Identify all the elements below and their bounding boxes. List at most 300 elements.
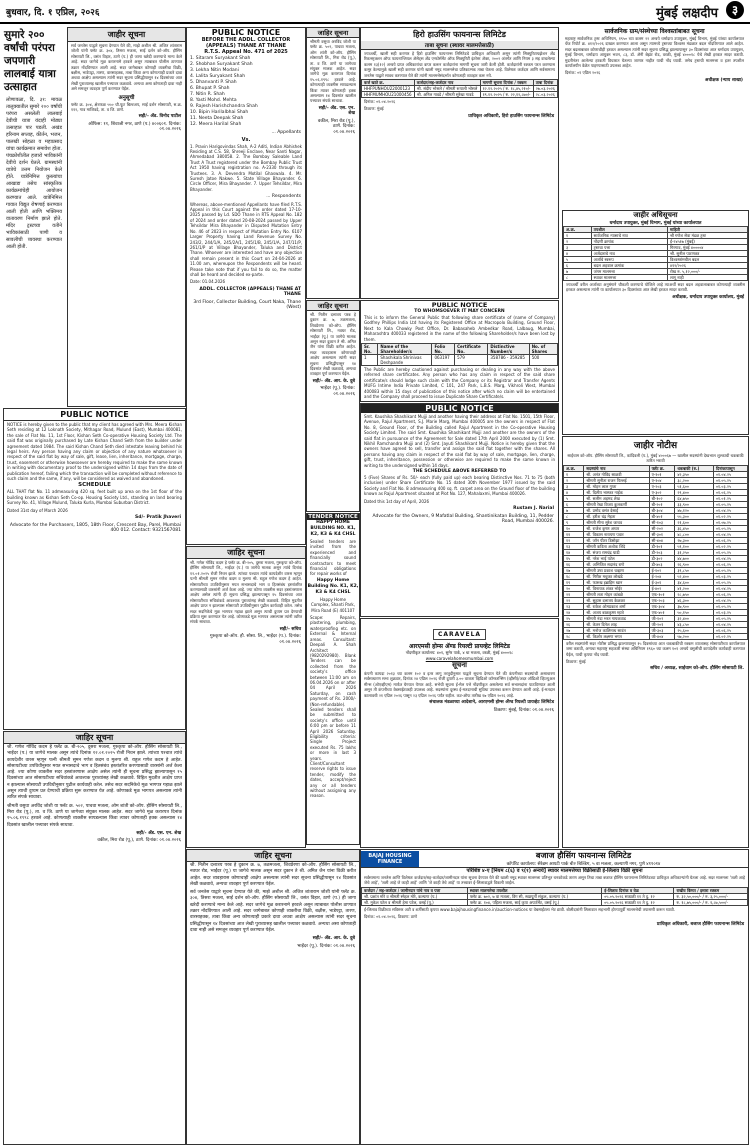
- table-row: [564, 543, 748, 549]
- notice-title: जाहिर सूचना: [187, 547, 305, 559]
- table-cell: श्री. नरेश भाई पटेल: [584, 555, 649, 561]
- table-cell: ०१.०५.२५: [713, 549, 747, 555]
- table-cell: ई-३०१: [649, 579, 675, 585]
- notice-subtitle: साईधाम को-ऑप. हौसिंग सोसायटी लि., कांदिवली (प.), मुंबई ४०००६७ — खालील सदस्यांनी देखभाल शुल्काची थकबाकी त्वरित भरावी: [567, 453, 744, 464]
- schedule-title: SCHEDULE: [78, 482, 111, 489]
- table-cell: HHFPUNHOU22000123: [362, 86, 415, 92]
- table-cell: ६: [564, 263, 592, 269]
- table-cell: एफ-१०१: [649, 591, 675, 597]
- column-header: थकबाकी (रु.): [675, 465, 714, 471]
- table-row: [564, 471, 748, 477]
- table-cell: श्री. मनोज काशिनाथ सावंत: [584, 627, 649, 633]
- table-cell: ४१२/२०२६: [668, 263, 748, 269]
- table-row: [362, 355, 558, 366]
- column-header: दिनांकापासून: [713, 465, 747, 471]
- table-cell: जी-१०२: [649, 615, 675, 621]
- notice-place: ठिकाण: मुंबई, दिनांक: ०१.०४.२०२६: [493, 707, 554, 713]
- appellant: 4. Lalita Suryakant Shah: [190, 74, 246, 79]
- table-row: [564, 549, 748, 555]
- table-cell: श्री. मुकेश पटेल व श्रीमती हेमा पटेल, वसई (पू.): [362, 899, 468, 905]
- table-cell: २७,३००: [675, 537, 714, 543]
- table-cell: २९,४००: [675, 489, 714, 495]
- table-cell: ३: [564, 245, 592, 251]
- table-cell: २८: [564, 633, 584, 639]
- table-row: [362, 86, 558, 92]
- table-cell: सी-३०१: [649, 531, 675, 537]
- notice-signer-role: गुरुकृपा को-ऑप. हौ. सोसा. लि., भाईंदर (प.). दिनांक: ०१.०४.२०२६: [209, 634, 301, 645]
- hero-housing-notice: [360, 27, 559, 299]
- column-header: ई-लिलाव दिनांक व वेळ: [602, 887, 674, 893]
- table-cell: २०: [564, 585, 584, 591]
- notice-signer-role: Advocate for the Owners, 9 Mafatlal Building, Shantinikatan Building, 11, Pedder Road, Mumbai 400026.: [372, 513, 554, 525]
- table-cell: एफ-२०३: [649, 597, 675, 603]
- company-website: www.caravelahomesmumbai.com: [425, 656, 494, 661]
- table-cell: श्री. मोहन लाल गुप्ता: [584, 483, 649, 489]
- table-cell: जी-२०१: [649, 621, 675, 627]
- auction-date: दिनांक: ०१.०४.२०२६, ठिकाण: ठाणे: [364, 914, 418, 920]
- table-cell: ०१.०४.२५: [713, 597, 747, 603]
- table-cell: श्री. सुनील पाटणकर: [668, 251, 748, 257]
- table-cell: श्री. अजय बाळकृष्ण म्हात्रे: [584, 609, 649, 615]
- table-cell: डी-३०२: [649, 555, 675, 561]
- table-cell: नोंदणी क्रमांक: [591, 239, 667, 245]
- notice-body: कंपनी कायदा २०१३ च्या कलम १०२ व इतर लागू तरतुदीनुसार याद्वारे सूचना देण्यात येते की कंपनीच्या सदस्यांची असाधारण सर्वसाधारण सभा शुक्रवार, दिनांक २४ एप्रिल २०२६ रोजी दुपारी ३.०० वाजता व्हिडिओ कॉन्फरन्सिंग (व्हीसी)/अदर ऑडिओ व्हिज्युअल मीन्स (ओएव्हीएम) मार्फत घेण्यात येणार आहे. सभेची सूचना ई-मेल पत्ते नोंदणीकृत असलेल्या सर्व सभासदांना पाठविण्यात आली असून ती कंपनीच्या वेबसाईटवरही उपलब्ध आहे. सदस्यांना दूरस्थ ई-मतदानाची सुविधा उपलब्ध करून देण्यात आली आहे. ई-मतदान कालावधी २१ एप्रिल २०२६ पासून २३ एप्रिल २०२६ पर्यंत राहील. कट-ऑफ तारीख १७ एप्रिल २०२६ आहे.: [364, 671, 555, 698]
- column-header: राखीव किंमत / इसारा रक्कम: [674, 887, 748, 893]
- table-cell: श्री. दिलीप भास्कर नाईक: [584, 489, 649, 495]
- table-row: [564, 501, 748, 507]
- table-cell: श्री. अभिजित सदानंद राणे: [584, 561, 649, 567]
- appellant: 7. Nitin R. Shah: [190, 92, 225, 97]
- table-cell: बी-२०१: [649, 501, 675, 507]
- table-cell: श्री गणेश सेवा मंडळ ट्रस्ट: [668, 233, 748, 239]
- table-cell: ई-२४५१७ (मुंबई): [668, 239, 748, 245]
- table-cell: १३: [564, 543, 584, 549]
- table-cell: २६: [564, 621, 584, 627]
- table-cell: २८.०३.२०२६: [533, 92, 557, 98]
- column-header: Sr. No.: [362, 344, 378, 355]
- appellant: 6. Bhupat P. Shah: [190, 86, 230, 91]
- table-header-row: [362, 344, 558, 355]
- table-cell: ४६,३००: [675, 597, 714, 603]
- table-cell: ३७,९००: [675, 603, 714, 609]
- appellant: 8. Yasti Mohd. Mehta: [190, 98, 237, 103]
- column-header: कर्ज खाते क्र.: [362, 80, 415, 86]
- table-row: [564, 495, 748, 501]
- table-cell: श्रीमती लता मोहन कांबळे: [584, 591, 649, 597]
- table-cell: एफ-४०१: [649, 609, 675, 615]
- table-cell: ८: [564, 275, 592, 281]
- bank-body: ज्याअर्थी, खाली सही करणार हे हिरो हाउसिंग फायनान्स लिमिटेडचे प्राधिकृत अधिकारी असून त्यांनी सिक्युरिटायझेशन अँड रिकन्स्ट्रक्शन ऑफ फायनान्शियल ॲसेट्स अँड एन्फोर्समेंट ऑफ सिक्युरिटी इंटरेस्ट ॲक्ट, २००२ अंतर्गत आणि नियम ३ सह वाचलेल्या कलम १३(१२) अन्वये प्राप्त अधिकारांचा वापर करून कर्जदारांना मागणी सूचना जारी केली होती. कर्जदारांनी रक्कम परत करण्यास कसूर केल्यामुळे खाली सही करणार यांनी खाली नमूद मालमत्तेचा प्रतिकात्मक ताबा घेतला आहे. विशेषतः कर्जदार आणि सर्वसामान्य जनतेस याद्वारे सावध करण्यात येते की त्यांनी मालमत्तेसंदर्भात कोणताही व्यवहार करू नये.: [364, 51, 555, 78]
- column-header: कर्जदार/सह-कर्जदार नाव: [414, 80, 480, 86]
- notice-subtitle: TO WHOMSOEVER IT MAY CONCERN: [414, 309, 505, 314]
- bank-place: ठिकाण: मुंबई: [364, 106, 384, 112]
- story-headline: सुमारे २०० वर्षांची परंपरा जपणारी लालबाई यात्रा उत्साहात: [4, 29, 56, 93]
- table-cell: २७: [564, 627, 584, 633]
- table-cell: ०१.०६.२५: [713, 591, 747, 597]
- table-cell: श्री. सुहास दत्तात्रय केळकर: [584, 597, 649, 603]
- tender-project: Happy Home Building No. K1, K2, K3 & K4 CHSL: [307, 577, 359, 595]
- case-number: R.T.S. Appeal No. 471 of 2025: [204, 49, 288, 55]
- schedule-text: ALL THAT flat No. 11 admeasuring 420 sq. feet built up area on the 1st floor of the building known as Kishan Seth Co-op. Housing Society Ltd., standing on land bearing Survey No. 41, Village Mulund, Taluka Kurla, Mumbai Suburban District.: [7, 489, 182, 506]
- table-cell: २४: [564, 609, 584, 615]
- possession-table: [361, 79, 558, 98]
- notice-marathi-2: [186, 546, 306, 848]
- lost-certificate-notice: [360, 300, 559, 402]
- table-cell: श्रीमती उषा प्रकाश चव्हाण: [584, 567, 649, 573]
- trust-change-notice: [562, 27, 747, 207]
- auction-table: [361, 887, 748, 906]
- table-cell: ९: [564, 519, 584, 525]
- notice-title: PUBLIC NOTICE: [361, 404, 558, 413]
- column-header: फ्लॅट क्र.: [649, 465, 675, 471]
- table-cell: ०१.०७.२५: [713, 519, 747, 525]
- notice-body: श्री. नितीन दत्तात्रय परब हे दुकान क्र. ७, तळमजला, शिवप्रेरणा को-ऑप. हौसिंग सोसायटी लि., नवघर रोड, भाईंदर (पू.) या जागेचे मालक असून सदर दुकान ते श्री. अमित जैन यांना विक्री करीत आहेत. सदर व्यवहारास कोणाचाही आक्षेप असल्यास त्यांनी सदर सूचना प्रसिद्धीपासून १४ दिवसांत लेखी कळवावे, अन्यथा व्यवहार पूर्ण करण्यात येईल.: [190, 863, 356, 887]
- table-cell: जी-३०३: [649, 627, 675, 633]
- table-cell: १९: [564, 579, 584, 585]
- table-cell: ५१,६००: [675, 483, 714, 489]
- table-row: [564, 483, 748, 489]
- table-cell: ०१.०३.२५: [713, 609, 747, 615]
- bank-signer: प्राधिकृत अधिकारी, हिरो हाउसिंग फायनान्स लिमिटेड: [468, 113, 554, 119]
- table-cell: ३४,६००: [675, 579, 714, 585]
- table-cell: १५: [564, 555, 584, 561]
- notice-bottom-middle: [186, 849, 360, 1145]
- table-row: [564, 537, 748, 543]
- table-cell: ११: [564, 531, 584, 537]
- trust-notification: [562, 210, 749, 435]
- table-cell: श्रीमती नंदा भरत गायकवाड: [584, 615, 649, 621]
- notice-signer: सचिव / अध्यक्ष, साईधाम को-ऑप. हौसिंग सोसायटी लि.: [650, 666, 744, 672]
- table-cell: ०१.०३.२५: [713, 483, 747, 489]
- column-header: तपशील: [591, 227, 667, 233]
- table-cell: २१: [564, 591, 584, 597]
- notice-title: सूचना: [452, 661, 467, 669]
- table-cell: २: [564, 477, 584, 483]
- notice-body: सर्व जनतेस याद्वारे सूचना देण्यात येते की, माझे अशील श्री. अजित शांताराम जोशी यांनी फ्लॅट क्र. ३०४, तिसरा मजला, साई दर्शन को-ऑप. हौसिंग सोसायटी लि., वसंत विहार, ठाणे (प.) ही जागा खरेदी करण्याचे मान्य केले आहे. सदर जागेचे मूळ करारनामे हरवले असून त्याबाबत पोलीस ठाण्यात तक्रार नोंदविण्यात आली आहे. सदर जागेबाबत कोणाही व्यक्तीचा विक्री, बक्षीस, भाडेपट्टा, तारण, वारसाहक्क, ताबा किंवा अन्य कोणत्याही प्रकारे दावा अथवा आक्षेप असल्यास त्यांनी सदर सूचना प्रसिद्धीपासून १४ दिवसांच्या आत लेखी पुराव्यासह खालील पत्त्यावर कळवावे. अन्यथा असा कोणताही दावा नाही असे समजून व्यवहार पूर्ण करण्यात येईल.: [71, 43, 182, 92]
- table-cell: Shashikala Shrinivas Deshpande: [378, 355, 432, 366]
- story-body: लोणावळा, दि. ३१: मावळ तालुक्यातील सुमारे २०० वर्षांची परंपरा असलेली लालबाई देवीची यात्रा यंदाही मोठ्या उत्साहात पार पडली. अखंड हरिनाम सप्ताह, कीर्तन, भजन, पालखी सोहळा व महाप्रसाद यांचा कार्यक्रमात समावेश होता. पंचक्रोशीतील हजारो भाविकांनी देवीचे दर्शन घेतले. ग्रामस्थांनी यात्रेचे उत्तम नियोजन केले होते. यात्रेनिमित्त कुस्त्यांचा आखाडा तसेच सांस्कृतिक कार्यक्रमांचेही आयोजन करण्यात आले. यात्रेनिमित्त गावात विद्युत रोषणाई करण्यात आली होती आणि भक्तिमय वातावरण निर्माण झाले होते. मंदिर ट्रस्टच्या वतीने भाविकांसाठी पाणी व सावलीची व्यवस्था करण्यात आली होती.: [6, 97, 62, 250]
- notice-signer-role: वकील, मिरा रोड (पू.), ठाणे. दिनांक: ०१.०४.२०२६: [317, 118, 355, 135]
- table-row: [564, 603, 748, 609]
- table-cell: ५७,२००: [675, 633, 714, 639]
- table-cell: ०१.०२.२५: [713, 633, 747, 639]
- table-cell: डी-२०३: [649, 549, 675, 555]
- notice-footer: The Public are hereby cautioned against purchasing or dealing in any way with the above referred share certificates. Any person who has any claim in respect of the said share certificate/s should lodge such claim with the Company or its Registrar and Transfer Agents MUFG Intime India Private Limited, C 101, 247 Park, L.B.S. Marg, Vikhroli West, Mumbai 400083 within 15 days of publication of this notice after which no claim will be entertained and the Company shall proceed to issue Duplicate Share Certificate/s.: [364, 367, 555, 400]
- table-cell: अर्जदाराचे नाव: [591, 251, 667, 257]
- notice-signer: संचालक मंडळाच्या आदेशाने, आरएमसी होम्स ॲण्ड रियल्टी प्रायव्हेट लिमिटेड: [429, 700, 554, 706]
- table-row: [564, 627, 748, 633]
- table-cell: २१,६००: [675, 519, 714, 525]
- news-story: [3, 27, 65, 405]
- table-row: [564, 489, 748, 495]
- tender-body: Scope: Repairs, plastering, plumbing, waterproofing etc. on External & Internal areas. Consultant: Deepali A. Shah Architect (9820292980). Blank Tenders can be collected from the society's office between 11:00 am on 06.04.2026 on or after 04 April 2026 Saturday, on cash payment of Rs. 2000/- (Non-refundable). Sealed tenders shall be submitted to society's office until 6:00 pm or before 11 April 2026 Saturday. Eligibility criteria: Single Project executed Rs. 75 lakhs or more in last 3 years. Client/Consultant reserve rights to issue tender, modify the dates, accept/reject any or all tenders without assigning any reason.: [310, 615, 356, 799]
- table-cell: १४: [564, 549, 584, 555]
- table-row: [362, 899, 748, 905]
- auction-footer: ई-लिलाव विक्रीच्या सविस्तर अटी व शर्तींसाठी कृपया www.bajajhousingfinance.in/auction-notices या वेबसाईटला भेट द्यावी. बोलीदारांनी लिलावात सहभागी होण्यापूर्वी मालमत्तेची तपासणी करून घ्यावी.: [364, 906, 676, 912]
- table-cell: ०१.०४.२५: [713, 471, 747, 477]
- table-cell: श्री. अनिल गावडे / श्रीमती सुरेखा गावडे: [414, 92, 480, 98]
- notice-body: श्री. गणेश गोविंद कदम हे फ्लॅट क्र. बी-२०५, दुसरा मजला, गुरुकृपा को-ऑप. हौसिंग सोसायटी लि., भाईंदर (प.) या जागेचे मालक असून त्यांचे दिनांक १२.०१.२०२५ रोजी निधन झाले. त्यांच्या पश्चात त्यांचे कायदेशीर वारस म्हणून पत्नी श्रीमती सुमन गणेश कदम व मुलगा श्री. राहुल गणेश कदम हे आहेत. सोसायटीच्या उपविधीनुसार मयत सभासदाचे भाग व हितसंबंध हस्तांतरित करण्यासाठी वारसांनी अर्ज केला आहे. ज्या कोणा व्यक्तीस सदर हस्तांतरणास आक्षेप असेल त्यांनी ही सूचना प्रसिद्ध झाल्यापासून १५ दिवसांच्या आत सोसायटीच्या सचिवांकडे आवश्यक पुराव्यांसह लेखी कळवावे. विहित मुदतीत आक्षेप प्राप्त न झाल्यास सोसायटी उपविधीनुसार पुढील कार्यवाही करेल. तसेच सदर सदनिकेचे मूळ भागपत्र गहाळ झाले असून त्याची दुय्यम प्रत देण्याची प्रक्रिया सुरू करण्यात येत आहे. कोणाकडे मूळ भागपत्र असल्यास त्यांनी त्वरित संपर्क साधावा.: [7, 745, 182, 801]
- table-cell: श्री. केतन दिनेश शाह: [584, 621, 649, 627]
- table-cell: रु. १८,७५,०००/- / रु. १,८७,५००/-: [674, 899, 748, 905]
- column-header: Folio No.: [432, 344, 455, 355]
- table-cell: लागू नाही: [668, 275, 748, 281]
- versus: Vs.: [241, 136, 251, 143]
- table-cell: श्रीमती मीना सुरेश जाधव: [584, 519, 649, 525]
- table-cell: ७: [564, 269, 592, 275]
- tender-title: TENDER NOTICE: [308, 514, 358, 520]
- table-cell: श्री. हरीश चंद्र मेहता: [584, 513, 649, 519]
- table-cell: ०१.०४.२५: [713, 555, 747, 561]
- page-header: [0, 0, 750, 24]
- table-cell: ०५.०५.२०२६ सकाळी ११ ते दु. १२: [602, 899, 674, 905]
- notice-body: श्री. गणेश गोविंद कदम हे फ्लॅट क्र. बी-२०५, दुसरा मजला, गुरुकृपा को-ऑप. हौसिंग सोसायटी लि., भाईंदर (प.) या जागेचे मालक असून त्यांचे दिनांक १२.०१.२०२५ रोजी निधन झाले. त्यांच्या पश्चात त्यांचे कायदेशीर वारस म्हणून पत्नी श्रीमती सुमन गणेश कदम व मुलगा श्री. राहुल गणेश कदम हे आहेत. सोसायटीच्या उपविधीनुसार मयत सभासदाचे भाग व हितसंबंध हस्तांतरित करण्यासाठी वारसांनी अर्ज केला आहे. ज्या कोणा व्यक्तीस सदर हस्तांतरणास आक्षेप असेल त्यांनी ही सूचना प्रसिद्ध झाल्यापासून १५ दिवसांच्या आत सोसायटीच्या सचिवांकडे आवश्यक पुराव्यांसह लेखी कळवावे. विहित मुदतीत आक्षेप प्राप्त न झाल्यास सोसायटी उपविधीनुसार पुढील कार्यवाही करेल. तसेच सदर सदनिकेचे मूळ भागपत्र गहाळ झाले असून त्याची दुय्यम प्रत देण्याची प्रक्रिया सुरू करण्यात येत आहे. कोणाकडे मूळ भागपत्र असल्यास त्यांनी त्वरित संपर्क साधावा.: [190, 560, 302, 625]
- table-cell: १८: [564, 573, 584, 579]
- tender-notice: [306, 513, 360, 845]
- bank-date: दिनांक: ०१.०४.२०२६: [364, 99, 396, 105]
- members-table: [563, 465, 748, 640]
- notice-signer-role: भाईंदर (पू.). दिनांक: ०१.०४.२०२६: [297, 943, 355, 949]
- table-cell: फ्लॅट क्र. १०४, पहिला मजला, साई कृपा अपार्टमेंट, वसई (पू.): [467, 899, 601, 905]
- notice-title: PUBLIC NOTICE: [431, 301, 488, 309]
- notice-title: जाहिर सूचना: [187, 850, 359, 862]
- table-cell: श्री. प्रशांत मोरे व श्रीमती स्नेहल मोरे, कल्याण (प.): [362, 893, 468, 899]
- table-cell: २२: [564, 597, 584, 603]
- notice-bottom-left: [3, 731, 186, 1145]
- table-cell: ई-२०४: [649, 573, 675, 579]
- table-cell: स्थावर मालमत्ता: [591, 275, 667, 281]
- court-notice-body: Whereas, above-mentioned Appellants have filed R.T.S. Appeal in this Court against the order dated 17-10-2025 passed by Ld. SDO Thane in RTS Appeal No. 182 of 2024 and order dated 20-08-2024 passed by Upper Tehsildar Mira Bhayander in Disputed Mutation Entry No. 46 of 2023 in respect of Mutation Entry No. 6107 Larger Property having Land Revenue Survey No. 243/2, 244/1/A, 245/2A/1, 245/1/B, 245/1/A, 247/11/P, 261/1/P at Village Bhayander, Taluka and District Thane. Whoever are interested and have any objection shall remain present in this Court on 24-04-2026 at 11.00 am, whereupon the Respondents will be heard. Please take note that if you fail to do so, the matter shall be heard and decided ex-parte.: [190, 201, 302, 277]
- table-cell: ०१.०५.२५: [713, 567, 747, 573]
- table-cell: ३३,९००: [675, 501, 714, 507]
- table-cell: ०१.०४.२५: [713, 585, 747, 591]
- table-cell: ५: [564, 257, 592, 263]
- certificate-table: [361, 343, 558, 366]
- table-cell: ५: [564, 495, 584, 501]
- table-cell: ४१,२००: [675, 585, 714, 591]
- table-cell: ६४,७५०: [675, 495, 714, 501]
- court-notice-date: Date: 01.04.2026: [190, 279, 226, 285]
- appellant: 3. Lekha Nitin Modani: [190, 68, 239, 73]
- respondents-role: ... Respondents: [266, 194, 301, 200]
- table-row: [564, 609, 748, 615]
- notice-title: जाहीर अधिसूचना: [633, 211, 678, 219]
- table-row: [564, 561, 748, 567]
- table-cell: ३६,४५०: [675, 525, 714, 531]
- notice-title: PUBLIC NOTICE: [4, 409, 185, 421]
- table-row: [564, 591, 748, 597]
- schedule-text: फ्लॅट क्र. ३०४, क्षेत्रफळ ५५० चौ.फूट बिल्टअप, साई दर्शन सोसायटी, स.क्र. ११२, गाव माजिवडे, ता. व जि. ठाणे.: [71, 101, 182, 113]
- column-header: स्थावर मालमत्तेचा तपशील: [467, 887, 601, 893]
- table-cell: 358786 - 359285: [488, 355, 529, 366]
- appellant: 2. Shobhan Suryakant Shah: [190, 62, 253, 67]
- court-notice: [186, 27, 306, 545]
- table-cell: 063197: [432, 355, 455, 366]
- table-cell: ए-१०४: [649, 477, 675, 483]
- notice-marathi-1: [67, 27, 186, 407]
- notice-date: दिनांक: ०१ एप्रिल २०२६: [565, 70, 601, 76]
- table-cell: श्री. गिरीश मधुकर लोखंडे: [584, 573, 649, 579]
- table-cell: १: [564, 471, 584, 477]
- notice-title: सार्वजनिक ग्राम/संस्थेच्या विश्वस्तांबाबत सूचना: [604, 28, 705, 35]
- table-cell: श्री. संदीप भोसले / श्रीमती रूपाली भोसले: [414, 86, 480, 92]
- notice-signer-role: ऑफिस: ११, शिवाजी नगर, ठाणे (प.) ४००६०१. दिनांक: ०१.०४.२०२६: [88, 121, 181, 133]
- table-cell: ०१.०३.२५: [713, 573, 747, 579]
- table-cell: ०१.०६.२५: [713, 489, 747, 495]
- schedule-text: 5 (Five) Shares of Rs. 50/- each (fully paid up) each bearing Distinctive Nos. 71 to 75 (both inclusive) under Share Certificate No. 15 dated 30th November 1977 issued by the said Society and Flat No. 8 admeasuring 400 sq. ft. carpet area on the Ground floor of the building known as Rajul Apartment situated at Plot No. 127, Mahalaxmi, Mumbai 400026.: [364, 475, 555, 497]
- bank-subtitle: कॉर्पोरेट कार्यालय: सेरेब्रम आयटी पार्क बी२ बिल्डिंग, ५ वा मजला, कल्याणी नगर, पुणे ४११०१४: [506, 862, 661, 867]
- table-cell: २५: [564, 615, 584, 621]
- table-cell: ५२,४००: [675, 573, 714, 579]
- members-dues-notice: [562, 436, 749, 848]
- table-row: [564, 555, 748, 561]
- table-cell: १: [564, 233, 592, 239]
- notice-title: जाहीर सूचना: [68, 28, 185, 42]
- bajaj-logo: BAJAJ HOUSING FINANCE: [361, 851, 419, 867]
- table-cell: श्रीमती कविता अशोक शिंदे: [584, 543, 649, 549]
- table-header-row: [564, 465, 748, 471]
- table-cell: श्री. विनायक शंकर भोईर: [584, 585, 649, 591]
- table-cell: ३८,२००: [675, 477, 714, 483]
- table-cell: ०१.०१.२५: [713, 495, 747, 501]
- table-cell: बदल अहवाल क्रमांक: [591, 263, 667, 269]
- table-cell: ०१.०५.२५: [713, 477, 747, 483]
- table-row: [564, 567, 748, 573]
- column-header: Distinctive Number/s: [488, 344, 529, 355]
- notice-signer: Sd/- Pratik Jhaveri: [134, 515, 181, 521]
- table-cell: रु. ३२,५०,०००/- / रु. ३,२५,०००/-: [674, 893, 748, 899]
- table-cell: ६: [564, 501, 584, 507]
- table-row: [564, 573, 748, 579]
- table-cell: ०५.०५.२०२६ सकाळी ११ ते दु. १२: [602, 893, 674, 899]
- table-row: [564, 597, 748, 603]
- table-cell: ४: [564, 489, 584, 495]
- table-row: [564, 513, 748, 519]
- notice-date: Dated this 1st day of April, 2026: [364, 498, 430, 504]
- trust-table: [563, 226, 748, 281]
- column-header: अ.क्र.: [564, 465, 584, 471]
- table-cell: २८,७५०: [675, 591, 714, 597]
- notice-marathi-4: [306, 300, 360, 512]
- table-cell: डी-१०१: [649, 543, 675, 549]
- notice-title: जाहीर नोटीस: [633, 441, 678, 451]
- auction-body: सर्वसामान्य जनतेस आणि विशेषतः कर्जदार/सह-कर्जदार/जामीनदार यांना सूचना देण्यात येते की खाली नमूद स्थावर मालमत्ता प्रतिभूत धनकोकडे तारण असून तिचा ताबा बजाज हौसिंग फायनान्स लिमिटेडच्या प्राधिकृत अधिकाऱ्यांनी घेतला आहे. सदर मालमत्ता 'जशी आहे जेथे आहे', 'जशी आहे जे काही आहे' आणि 'जे काही तेथे आहे' या तत्त्वावर ई-लिलावाद्वारे विकली जाईल.: [364, 875, 745, 886]
- notice-left-public: [3, 408, 186, 730]
- table-cell: 579: [455, 355, 488, 366]
- company-address: नोंदणीकृत कार्यालय: ४०१, सुमेर पार्क, ४ था मजला, वरळी, मुंबई ४०००१८: [405, 650, 514, 655]
- caravela-notice: [360, 618, 559, 848]
- notice-marathi-3: [306, 27, 360, 299]
- table-cell: श्रीमती रेखा विजय कुलकर्णी: [584, 501, 649, 507]
- table-cell: बी-३०४: [649, 507, 675, 513]
- table-cell: ०१.०४.२५: [713, 507, 747, 513]
- table-cell: ०१.०४.२५: [713, 531, 747, 537]
- table-cell: श्री. प्रमोद वसंत देसाई: [584, 507, 649, 513]
- court-signer: ADDL. COLLECTOR (APPEALS) THANE AT THANE: [199, 286, 301, 298]
- issue-date: बुधवार, दि. १ एप्रिल, २०२६: [6, 8, 100, 18]
- table-cell: २६,९००: [675, 561, 714, 567]
- table-cell: ०१.०५.२५: [713, 579, 747, 585]
- bank-title: हिरो हाउसिंग फायनान्स लिमिटेड: [413, 30, 506, 39]
- table-cell: HHFMUMHOU21000456: [362, 92, 415, 98]
- table-cell: ४: [564, 251, 592, 257]
- table-cell: ०१.०५.२५: [713, 603, 747, 609]
- schedule-title: THE SCHEDULE ABOVE REFERRED TO: [412, 469, 507, 475]
- notice-signer-role: Advocate for the Purchasers, 1805, 18th Floor, Crescent Bay, Parel, Mumbai 400 012. Contact: 9321567081: [9, 522, 181, 534]
- column-header: कर्जदार / सह-कर्जदार / जामीनदार यांचे नाव व पत्ता: [362, 887, 468, 893]
- appellant: 5. Dhanvanti P. Shah: [190, 80, 237, 85]
- column-header: No. of Shares: [529, 344, 557, 355]
- notice-date: Dated 31st day of March 2026: [7, 507, 68, 513]
- company-name: आरएमसी होम्स ॲण्ड रियल्टी प्रायव्हेट लिमिटेड: [408, 643, 510, 650]
- table-cell: ०१.०६.२५: [713, 627, 747, 633]
- table-cell: ५५,३००: [675, 513, 714, 519]
- notice-signer: सही/- अ‍ॅड. एस. एन. शेख: [136, 830, 181, 836]
- table-cell: जंगम मालमत्ता: [591, 269, 667, 275]
- schedule-title: अनुसूची: [118, 94, 135, 101]
- table-cell: श्री. अनंत गोविंद साळवी: [584, 471, 649, 477]
- table-cell: ए-२०३: [649, 483, 675, 489]
- table-cell: ४३,८५०: [675, 621, 714, 627]
- table-cell: ई-४०२: [649, 585, 675, 591]
- table-cell: डी-४०३: [649, 561, 675, 567]
- notice-signer: अधीक्षक, धर्मादाय उपायुक्त कार्यालय, मुंबई: [672, 294, 744, 300]
- table-cell: १७: [564, 567, 584, 573]
- notice-footer: वरील सदस्यांनी सदर नोटीस प्रसिद्ध झाल्यापासून १५ दिवसांच्या आत थकबाकीची रक्कम व्याजासह सोसायटीच्या कार्यालयात जमा करावी, अन्यथा महाराष्ट्र सहकारी संस्था अधिनियम १९६० च्या कलम १०१ अन्वये वसुलीची कायदेशीर कार्यवाही करण्यात येईल, याची कृपया नोंद घ्यावी.: [566, 640, 745, 657]
- table-cell: ८: [564, 513, 584, 519]
- appellant: 9. Rajesh Harishchandra Shah: [190, 104, 258, 109]
- table-cell: ०१.०२.२५: [713, 513, 747, 519]
- table-cell: २: [564, 239, 592, 245]
- table-cell: ३: [564, 483, 584, 489]
- tender-intro: Sealed tenders are invited from the experienced and financially sound contractors to meet financial obligations for repair works of: [310, 539, 356, 577]
- table-cell: श्रीमती सुनीता राजन पिल्लई: [584, 477, 649, 483]
- notice-body: This is to inform the General Public that following share certificate of (name of Company) Godfrey Phillips India Ltd having its Registered Office at Macropolo Building, Ground Floor, Next to Kala Chowky Post Office, Dr. Babasaheb Ambedkar Road, Lalbaug, Mumbai, Maharashtra 400033 registered in the name of the following Shareholder/s have been lost by them.: [364, 315, 555, 342]
- table-row: [564, 531, 748, 537]
- table-cell: ई-१०२: [649, 567, 675, 573]
- notice-body-extra: श्रीमती वसुधा अरविंद जोशी या फ्लॅट क्र. ५०२, पाचवा मजला, ओम शांती को-ऑप. हौसिंग सोसायटी लि., मिरा रोड (पू.), ता. व जि. ठाणे या जागेच्या संयुक्त मालक आहेत. सदर जागेचे मूळ करारपत्र दिनांक १५.०६.१९९८ हरवले आहे. कोणत्याही व्यक्तीस सापडल्यास किंवा त्यावर कोणताही हक्क असल्यास १४ दिवसांत खालील पत्त्यावर संपर्क साधावा.: [7, 803, 182, 828]
- notice-body: श्री. नितीन दत्तात्रय परब हे दुकान क्र. ७, तळमजला, शिवप्रेरणा को-ऑप. हौसिंग सोसायटी लि., नवघर रोड, भाईंदर (पू.) या जागेचे मालक असून सदर दुकान ते श्री. अमित जैन यांना विक्री करीत आहेत. सदर व्यवहारास कोणाचाही आक्षेप असल्यास त्यांनी सदर सूचना प्रसिद्धीपासून १४ दिवसांत लेखी कळवावे, अन्यथा व्यवहार पूर्ण करण्यात येईल.: [310, 312, 356, 377]
- appellant: 11. Neeta Deepak Shah: [190, 116, 244, 121]
- table-cell: बी-१०२: [649, 495, 675, 501]
- caravela-logo: CARAVELA: [433, 629, 486, 640]
- table-cell: श्री. किशोर लक्ष्मण भगत: [584, 633, 649, 639]
- table-row: [564, 633, 748, 639]
- table-cell: अर्जाचे स्वरूप: [591, 257, 667, 263]
- tender-society: HAPPY HOME BUILDING NO. K1, K2, K3 & K4 CHSL: [310, 520, 356, 537]
- table-cell: २५,६००: [675, 627, 714, 633]
- notice-signer: अधीक्षक (न्याय शाखा): [704, 77, 743, 83]
- table-cell: ५९,१००: [675, 543, 714, 549]
- notice-title: जाहिर सूचना: [307, 301, 359, 311]
- table-cell: ०१.०५.२५: [713, 501, 747, 507]
- column-header: सदस्यांचे नाव: [584, 465, 649, 471]
- table-row: [564, 579, 748, 585]
- court-subtitle: BEFORE THE ADDL. COLLECTOR (APPEALS) THANE AT THANE: [201, 37, 291, 49]
- bank-subtitle: ताबा सूचना (स्थावर मालमत्तेसाठी): [361, 41, 558, 50]
- table-cell: ट्रस्टचा पत्ता: [591, 245, 667, 251]
- table-cell: ४७,१२०: [675, 507, 714, 513]
- column-header: Certificate No.: [455, 344, 488, 355]
- appellants-list: [187, 55, 305, 129]
- notice-subtitle: धर्मादाय उपायुक्त, मुंबई विभाग, मुंबई यांच्या कार्यालयात: [609, 221, 702, 226]
- table-cell: ७: [564, 507, 584, 513]
- notice-footer: ज्याअर्थी वरील अर्जाच्या अनुषंगाने चौकशी करण्याचे योजिले आहे त्याअर्थी सदर बदल अहवालाबाबत कोणत्याही व्यक्तीस हरकत असल्यास त्यांनी या कार्यालयात ३० दिवसांच्या आत लेखी हरकत सादर करावी.: [566, 282, 745, 293]
- table-cell: सी-४०४: [649, 537, 675, 543]
- notice-title: PUBLIC NOTICE: [211, 28, 281, 37]
- table-cell: २३: [564, 603, 584, 609]
- table-cell: ०१.०५.२५: [713, 615, 747, 621]
